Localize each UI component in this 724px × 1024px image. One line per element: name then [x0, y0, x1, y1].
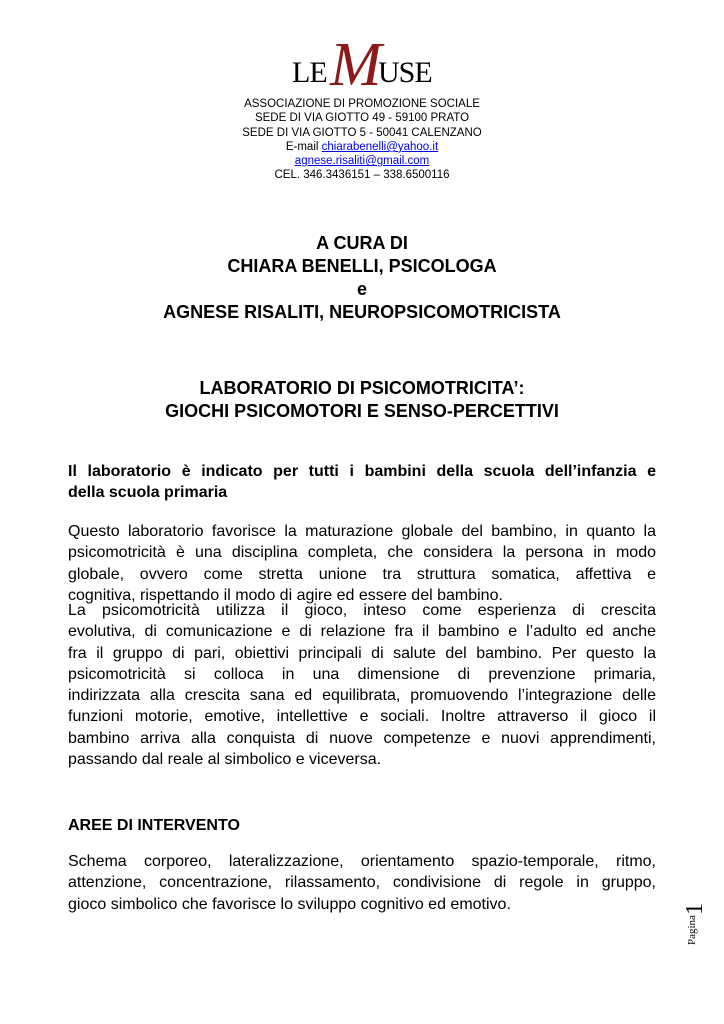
text-line: della scuola primaria	[68, 484, 228, 502]
email-link-chiara[interactable]: chiarabenelli@yahoo.it	[321, 140, 439, 153]
le-muse-logo	[290, 31, 440, 99]
text-line: Questo laboratorio favorisce la maturazione globale del bambino, in quanto la	[68, 523, 656, 540]
text-line: evolutiva, di comunicazione e di relazione fra il bambino e l’adulto ed anche	[68, 623, 656, 641]
authors-line: AGNESE RISALITI, NEUROPSICOMOTRICISTA	[163, 302, 561, 322]
header-line: SEDE DI VIA GIOTTO 5 - 50041 CALENZANO	[242, 126, 482, 139]
body-paragraph-1	[68, 521, 656, 606]
text-line: La psicomotricità utilizza il gioco, inteso come esperienza di crescita	[68, 602, 656, 619]
text-line: Schema corporeo, lateralizzazione, orientamento spazio-temporale, ritmo,	[68, 853, 656, 870]
page-number-footer	[676, 895, 716, 945]
authors-line: CHIARA BENELLI, PSICOLOGA	[227, 256, 497, 276]
intro-paragraph	[68, 461, 656, 504]
title-line: GIOCHI PSICOMOTORI E SENSO-PERCETTIVI	[165, 401, 559, 421]
text-line: funzioni motorie, emotive, intellettive e sociali. Inoltre attraverso il gioco il	[68, 708, 656, 726]
page-label: Pagina	[686, 915, 698, 945]
text-line: psicomotricità si colloca in una dimensione di prevenzione primaria,	[68, 665, 656, 683]
page-number: 1	[682, 903, 708, 915]
authors-line: e	[356, 279, 367, 299]
text-line: psicomotricità è una disciplina completa, che considera la persona in modo	[68, 544, 656, 562]
text-line: indirizzata alla crescita sana ed equilibrata, promuovendo l’integrazione delle	[68, 687, 656, 705]
authors-heading	[0, 232, 724, 324]
text-line: Il laboratorio è indicato per tutti i bambini della scuola dell’infanzia e	[68, 463, 656, 480]
document-title	[0, 377, 724, 423]
header-line: SEDE DI VIA GIOTTO 49 - 59100 PRATO	[254, 112, 470, 125]
phone-line: CEL. 346.3436151 – 338.6500116	[274, 169, 450, 182]
text-line: gioco simbolico che favorisce lo sviluppo cognitivo ed emotivo.	[68, 895, 511, 913]
logo-text: LE	[292, 56, 327, 89]
section-heading: AREE DI INTERVENTO	[68, 817, 240, 834]
header-line: ASSOCIAZIONE DI PROMOZIONE SOCIALE	[244, 98, 480, 110]
text-line: fra il gruppo di pari, obiettivi principali di salute del bambino. Per questo la	[68, 644, 656, 662]
body-paragraph-2	[68, 600, 656, 770]
email-label: E-mail	[285, 140, 322, 153]
email-line	[0, 140, 724, 154]
text-line: cognitiva, rispettando il modo di agire ed essere del bambino.	[68, 586, 503, 604]
association-header	[0, 97, 724, 183]
authors-line: A CURA DI	[316, 233, 408, 253]
text-line: bambino arriva alla conquista di nuove competenze e nuovi apprendimenti,	[68, 729, 656, 747]
text-line: passando dal reale al simbolico e viceversa.	[68, 751, 382, 769]
title-line: LABORATORIO DI PSICOMOTRICITA’:	[199, 378, 525, 398]
text-line: attenzione, concentrazione, rilassamento, condivisione di regole in gruppo,	[68, 874, 656, 892]
logo-text: USE	[378, 56, 432, 89]
body-paragraph-3	[68, 851, 656, 915]
text-line: globale, ovvero come stretta unione tra struttura somatica, affettiva e	[68, 565, 656, 583]
logo-text: M	[330, 31, 382, 99]
email-link-agnese[interactable]: agnese.risaliti@gmail.com	[294, 155, 430, 168]
